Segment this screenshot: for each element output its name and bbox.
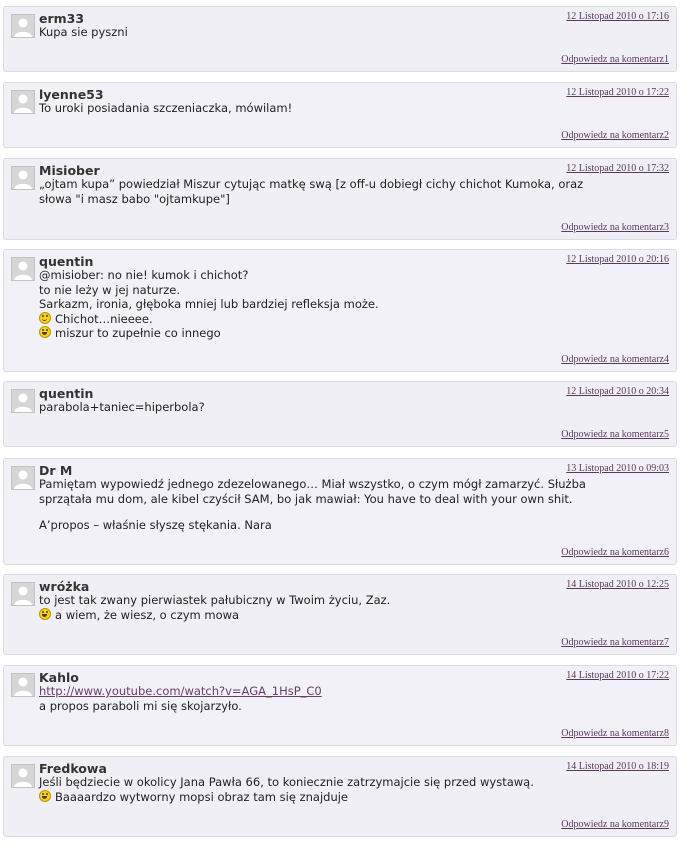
comment-text: A’propos – właśnie słyszę stękania. Nara bbox=[39, 518, 272, 532]
comment bbox=[3, 381, 677, 447]
comment-line bbox=[39, 192, 666, 207]
comment-line bbox=[39, 775, 666, 790]
reply-link[interactable]: Odpowiedz na komentarz1 bbox=[561, 54, 669, 65]
smile-icon bbox=[39, 312, 51, 324]
avatar bbox=[11, 257, 35, 281]
comment-date-link[interactable]: 14 Listopad 2010 o 18:19 bbox=[566, 761, 669, 772]
comment bbox=[3, 82, 677, 148]
comment-line bbox=[39, 684, 666, 699]
avatar bbox=[11, 466, 35, 490]
avatar-silhouette-icon bbox=[12, 765, 34, 787]
avatar-silhouette-icon bbox=[12, 258, 34, 280]
comment bbox=[3, 458, 677, 565]
comment-line bbox=[39, 608, 666, 623]
comment-body bbox=[39, 593, 666, 622]
comment-line bbox=[39, 477, 666, 492]
avatar-silhouette-icon bbox=[12, 674, 34, 696]
comment-author[interactable]: erm33 bbox=[39, 11, 85, 26]
comment-date-link[interactable]: 12 Listopad 2010 o 17:22 bbox=[566, 87, 669, 98]
reply-link[interactable]: Odpowiedz na komentarz3 bbox=[561, 222, 669, 233]
comment-text: parabola+taniec=hiperbola? bbox=[39, 400, 205, 414]
comment-line bbox=[39, 790, 666, 805]
avatar bbox=[11, 90, 35, 114]
comment-text: a propos paraboli mi się skojarzyło. bbox=[39, 698, 242, 713]
comment-text: to jest tak zwany pierwiastek pałubiczny w Twoim życiu, Zaz. bbox=[39, 593, 391, 607]
comment-text: To uroki posiadania szczeniaczka, mówilam! bbox=[39, 101, 293, 115]
comment-author[interactable]: Fredkowa bbox=[39, 761, 107, 776]
comment-text: miszur to zupełnie co innego bbox=[55, 326, 221, 340]
comment-text: to nie leży w jej naturze. bbox=[39, 282, 180, 297]
reply-link[interactable]: Odpowiedz na komentarz9 bbox=[561, 819, 669, 830]
reply-link[interactable]: Odpowiedz na komentarz4 bbox=[561, 354, 669, 365]
comment-text: a wiem, że wiesz, o czym mowa bbox=[55, 607, 240, 622]
comment-link[interactable]: http://www.youtube.com/watch?v=AGA_1HsP_C0 bbox=[39, 684, 322, 698]
comment-line bbox=[39, 283, 666, 298]
comment-text: sprzątała mu dom, ale kibel czyścił SAM, bo jak mawiał: You have to deal with your own shit. bbox=[39, 491, 573, 506]
comment-body bbox=[39, 268, 666, 341]
comment bbox=[3, 6, 677, 72]
grin-icon bbox=[39, 608, 51, 620]
comment-line bbox=[39, 25, 666, 40]
reply-link[interactable]: Odpowiedz na komentarz6 bbox=[561, 547, 669, 558]
grin-icon bbox=[39, 326, 51, 338]
comment-text: słowa "i masz babo "ojtamkupe"] bbox=[39, 191, 230, 206]
comment-body bbox=[39, 400, 666, 415]
comment-text: Kupa sie pyszni bbox=[39, 25, 128, 39]
comment bbox=[3, 249, 677, 372]
comment-line bbox=[39, 699, 666, 714]
avatar-silhouette-icon bbox=[12, 91, 34, 113]
avatar-silhouette-icon bbox=[12, 167, 34, 189]
avatar-silhouette-icon bbox=[12, 15, 34, 37]
comment bbox=[3, 158, 677, 240]
comment-text: „ojtam kupa” powiedział Miszur cytując matkę swą [z off-u dobiegł cichy chichot Kumoka, oraz bbox=[39, 177, 584, 191]
comment-date-link[interactable]: 14 Listopad 2010 o 12:25 bbox=[566, 579, 669, 590]
grin-icon bbox=[39, 790, 51, 802]
comment-author[interactable]: quentin bbox=[39, 254, 94, 269]
avatar bbox=[11, 166, 35, 190]
reply-link[interactable]: Odpowiedz na komentarz8 bbox=[561, 728, 669, 739]
comment-date-link[interactable]: 12 Listopad 2010 o 20:16 bbox=[566, 254, 669, 265]
reply-link[interactable]: Odpowiedz na komentarz5 bbox=[561, 429, 669, 440]
avatar-silhouette-icon bbox=[12, 583, 34, 605]
comment-body bbox=[39, 101, 666, 116]
comment-body bbox=[39, 684, 666, 713]
avatar bbox=[11, 582, 35, 606]
comment bbox=[3, 665, 677, 746]
comment-body bbox=[39, 775, 666, 804]
comment-line bbox=[39, 297, 666, 312]
comment-line bbox=[39, 177, 666, 192]
comment-text: @misiober: no nie! kumok i chichot? bbox=[39, 268, 249, 282]
comment bbox=[3, 756, 677, 837]
comment-date-link[interactable]: 12 Listopad 2010 o 20:34 bbox=[566, 386, 669, 397]
comment-date-link[interactable]: 13 Listopad 2010 o 09:03 bbox=[566, 463, 669, 474]
avatar bbox=[11, 389, 35, 413]
comment-line bbox=[39, 326, 666, 341]
avatar-silhouette-icon bbox=[12, 390, 34, 412]
comment-date-link[interactable]: 12 Listopad 2010 o 17:16 bbox=[566, 11, 669, 22]
comment-body bbox=[39, 477, 666, 533]
comment-line bbox=[39, 492, 666, 507]
comment-author[interactable]: Dr M bbox=[39, 463, 73, 478]
comment-line bbox=[39, 593, 666, 608]
avatar bbox=[11, 14, 35, 38]
comment-text: Pamiętam wypowiedź jednego zdezelowanego… Miał wszystko, o czym mógł zamarzyć. Służba bbox=[39, 477, 586, 491]
comment-text: Sarkazm, ironia, głęboka mniej lub bardziej refleksja może. bbox=[39, 297, 379, 311]
comment-date-link[interactable]: 14 Listopad 2010 o 17:22 bbox=[566, 670, 669, 681]
comment-text: Baaaardzo wytworny mopsi obraz tam się znajduje bbox=[55, 789, 349, 804]
comment-author[interactable]: wróżka bbox=[39, 579, 90, 594]
avatar-silhouette-icon bbox=[12, 467, 34, 489]
comment-author[interactable]: quentin bbox=[39, 386, 94, 401]
comment-line bbox=[39, 400, 666, 415]
avatar bbox=[11, 673, 35, 697]
comment-author[interactable]: lyenne53 bbox=[39, 87, 104, 102]
comment-line bbox=[39, 518, 666, 533]
avatar bbox=[11, 764, 35, 788]
comment-line bbox=[39, 268, 666, 283]
reply-link[interactable]: Odpowiedz na komentarz2 bbox=[561, 130, 669, 141]
paragraph-gap bbox=[39, 506, 666, 518]
comment-date-link[interactable]: 12 Listopad 2010 o 17:32 bbox=[566, 163, 669, 174]
comment-line bbox=[39, 101, 666, 116]
comment-body bbox=[39, 25, 666, 40]
comment bbox=[3, 574, 677, 655]
comment-text: Jeśli będziecie w okolicy Jana Pawła 66, to koniecznie zatrzymajcie się przed wystawą. bbox=[39, 775, 534, 789]
comment-author[interactable]: Misiober bbox=[39, 163, 100, 178]
comment-text: Chichot…nieeee. bbox=[55, 311, 153, 326]
comment-author[interactable]: Kahlo bbox=[39, 670, 79, 685]
comment-body bbox=[39, 177, 666, 206]
reply-link[interactable]: Odpowiedz na komentarz7 bbox=[561, 637, 669, 648]
comment-line bbox=[39, 312, 666, 327]
